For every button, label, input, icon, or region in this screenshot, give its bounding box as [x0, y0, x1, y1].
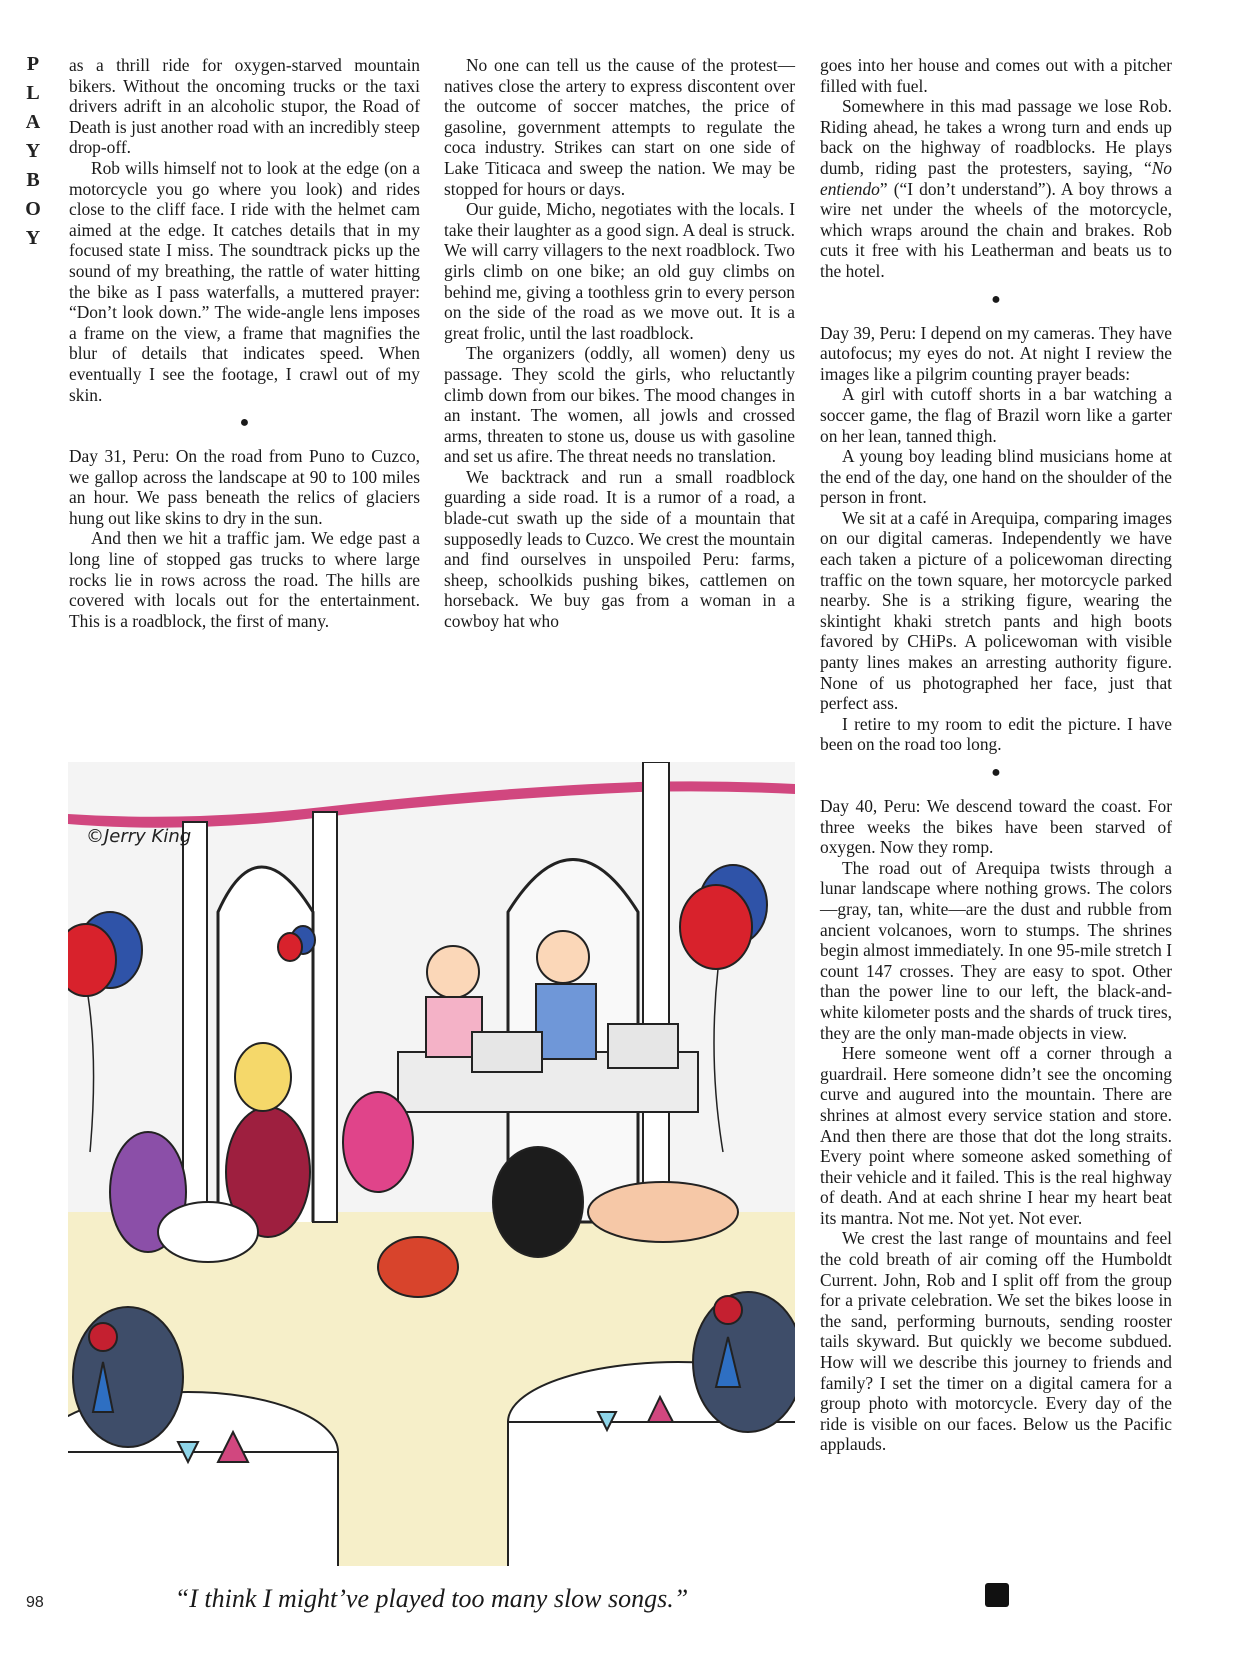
artist-signature: ©Jerry King	[86, 826, 192, 847]
paragraph-text: Somewhere in this mad passage we lose Rob. Riding ahead, he takes a wrong turn and ends up back on the highway of roadblocks. He plays dumb, riding past the protesters, saying, “	[820, 96, 1172, 178]
masthead-letter: P	[26, 53, 40, 75]
section-bullet: ●	[991, 764, 1001, 781]
flower	[714, 1296, 742, 1324]
paragraph: Day 39, Peru: I depend on my cameras. They have autofocus; my eyes do not. At night I review the images like a pilgrim counting prayer beads:	[820, 322, 1172, 384]
paragraph: No one can tell us the cause of the protest—natives close the artery to express discontent over the outcome of soccer matches, the price of gasoline, government attempts to regulate the coca industry. Strikes can start on one side of Lake Titicaca and sweep the nation. We may be stopped for hours or days.	[444, 55, 795, 199]
tablecloth	[68, 1452, 338, 1566]
man-in-tuxedo	[493, 1147, 583, 1257]
man-in-white	[158, 1202, 258, 1262]
balloon-red	[680, 885, 752, 969]
section-bullet: ●	[991, 290, 1001, 308]
foreign-phrase: No entiendo	[820, 157, 1172, 199]
paragraph: The road out of Arequipa twists through a lunar landscape where nothing grows. The colors—gray, tan, white—are the dust and rubble from ancient volcanoes, worn to stumps. The shrines begin almost immediately. In one 95-mile stretch I count 147 crosses. They are easy to spot. Other than the power line to our left, the black-and-white kilometer posts and the shards of truck tires, they are the only man-made objects in view.	[820, 857, 1172, 1043]
paragraph: Our guide, Micho, negotiates with the locals. I take their laughter as a good sign. A deal is struck. We will carry villagers to the next roadblock. Two girls climb on one bike; an old guy climbs on behind me, giving a toothless grin to every person on the side of the road as we move out. It is a great frolic, until the last roadblock.	[444, 199, 795, 343]
masthead-letter: B	[26, 169, 40, 191]
dancer	[588, 1182, 738, 1242]
paragraph	[820, 96, 1172, 281]
paragraph-text: ” (“I don’t understand”). A boy throws a wire net under the wheels of the motorcycle, which wraps around the chain and brakes. Rob cuts it free with his Leatherman and beats us to the hotel.	[820, 178, 1172, 281]
tablecloth	[508, 1422, 795, 1566]
flower	[89, 1323, 117, 1351]
paragraph: goes into her house and comes out with a pitcher filled with fuel.	[820, 55, 1172, 96]
paragraph: I retire to my room to edit the picture. I have been on the road too long.	[820, 713, 1172, 755]
paragraph: Day 31, Peru: On the road from Puno to Cuzco, we gallop across the landscape at 90 to 100 miles an hour. We pass beneath the relics of glaciers hung out like skins to dry in the sun.	[69, 446, 420, 528]
laptop	[608, 1024, 678, 1068]
paragraph: A young boy leading blind musicians home at the end of the day, one hand on the shoulder of the person in front.	[820, 446, 1172, 508]
cartoon-caption: “I think I might’ve played too many slow songs.”	[174, 1584, 689, 1613]
balloon-red	[278, 933, 302, 961]
paragraph: We crest the last range of mountains and feel the cold breath of air coming off the Humboldt Current. John, Rob and I split off from the group for a private celebration. We set the bikes loose in the sand, performing burnouts, sending rooster tails skyward. But quickly we become subdued. How will we describe this journey to friends and family? I set the timer on a digital camera for a group photo with motorcycle. Every day of the ride is visible on our faces. Below us the Pacific applauds.	[820, 1228, 1172, 1455]
dancer	[343, 1092, 413, 1192]
booth-man-head	[537, 931, 589, 983]
striped-pillar	[313, 812, 337, 1222]
paragraph: The organizers (oddly, all women) deny us passage. They scold the girls, who reluctantly climb down from our bikes. The mood changes in an instant. The women, all jowls and crossed arms, threaten to stone us, douse us with gasoline and set us afire. The threat needs no translation.	[444, 343, 795, 467]
masthead-letter: A	[25, 111, 41, 133]
page-number: 98	[26, 1594, 44, 1611]
party-cartoon	[68, 762, 795, 1566]
paragraph: Here someone went off a corner through a guardrail. Here someone didn’t see the oncoming curve and augured into the mountain. There are shrines at almost every service station and store. And then there are those that dot the long straits. Every point where someone asked something of their vehicle and it failed. This is the real highway of death. And at each shrine I hear my heart beat its mantra. Not me. Not yet. Not ever.	[820, 1043, 1172, 1228]
article-column-3	[820, 55, 1172, 1455]
article-column-1	[69, 55, 420, 631]
article-column-2	[444, 55, 795, 632]
booth-man-head	[427, 946, 479, 998]
striped-pillar	[643, 762, 669, 1222]
section-bullet: ●	[239, 414, 250, 432]
masthead-letter: O	[25, 198, 41, 220]
paragraph: And then we hit a traffic jam. We edge past a long line of stopped gas trucks to where large rocks lie in rows across the road. The hills are covered with locals out for the entertainment. This is a roadblock, the first of many.	[69, 528, 420, 631]
booth-man-shirt	[536, 984, 596, 1059]
dancer-hair	[235, 1043, 291, 1111]
cartoon-illustration	[68, 762, 795, 1566]
striped-pillar	[183, 822, 207, 1222]
chair	[693, 1292, 795, 1432]
rabbit-logo-icon	[985, 1583, 1009, 1607]
laptop	[472, 1032, 542, 1072]
paragraph: A girl with cutoff shorts in a bar watching a soccer game, the flag of Brazil worn like a garter on her lean, tanned thigh.	[820, 384, 1172, 446]
masthead-letter: Y	[25, 140, 41, 162]
paragraph: Day 40, Peru: We descend toward the coast. For three weeks the bikes have been starved of oxygen. Now they romp.	[820, 796, 1172, 858]
paragraph: We backtrack and run a small roadblock guarding a side road. It is a rumor of a road, a blade-cut swath up the side of a mountain that supposedly leads to Cuzco. We crest the mountain and find ourselves in unspoiled Peru: farms, sheep, schoolkids pushing bikes, cattlemen on horseback. We buy gas from a woman in a cowboy hat who	[444, 466, 795, 632]
masthead-letter: L	[26, 82, 40, 104]
chair	[73, 1307, 183, 1447]
dancer-hair	[378, 1237, 458, 1297]
masthead-letter: Y	[25, 227, 41, 249]
paragraph: We sit at a café in Arequipa, comparing images on our digital cameras. Independently we have each taken a picture of a policewoman directing traffic on the town square, her motorcycle parked nearby. She is a striking figure, wearing the skintight khaki stretch pants and high boots favored by CHiPs. A policewoman with visible panty lines makes an arresting authority figure. None of us photographed her face, just that perfect ass.	[820, 507, 1172, 714]
masthead	[20, 50, 46, 253]
paragraph: as a thrill ride for oxygen-starved mountain bikers. Without the oncoming trucks or the taxi drivers adrift in an alcoholic stupor, the Road of Death is just another road with an incredibly steep drop-off.	[69, 55, 420, 158]
paragraph: Rob wills himself not to look at the edge (on a motorcycle you go where you look) and rides close to the cliff face. I ride with the helmet cam aimed at the edge. It catches details that in my focused state I miss. The soundtrack picks up the sound of my breathing, the rattle of water hitting the bike as I pass waterfalls, a muttered prayer: “Don’t look down.” The wide-angle lens imposes a frame on the view, a frame that magnifies the blur of details that indicates speed. When eventually I see the footage, I crawl out of my skin.	[69, 157, 420, 405]
